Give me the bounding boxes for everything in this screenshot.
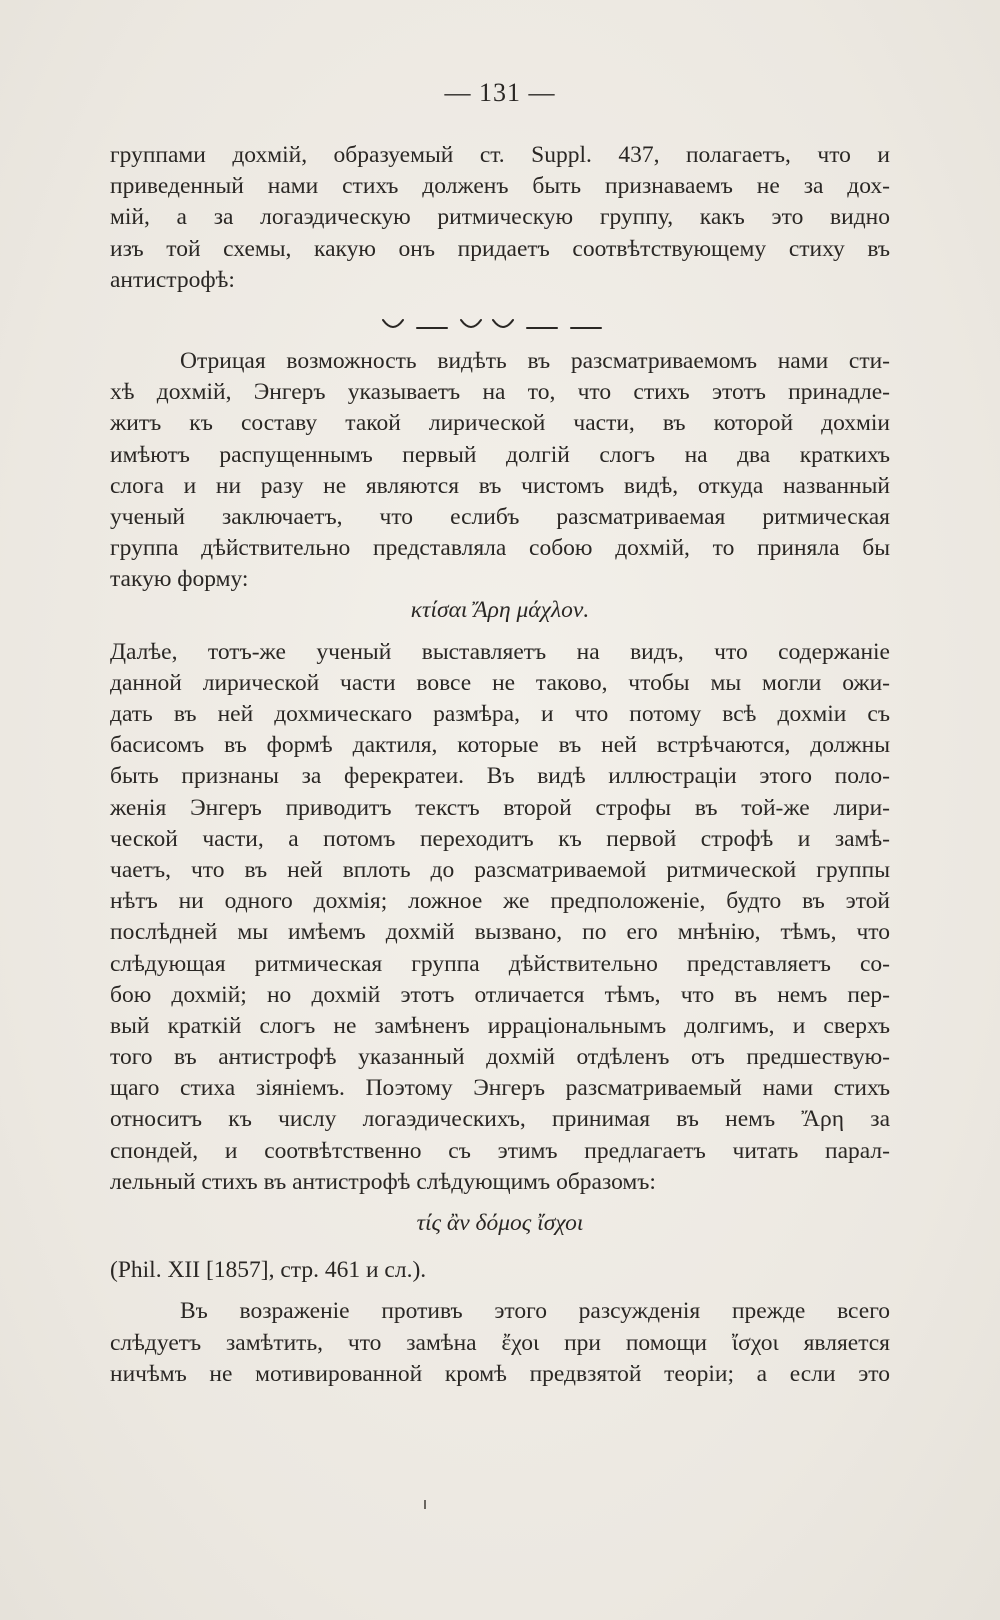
text-line: группа дѣйствительно представляла собою дохмій, то приняла бы	[110, 535, 890, 562]
text-line: щаго стиха зіяніемъ. Поэтому Энгеръ разсматриваемый нами стихъ	[110, 1075, 890, 1102]
text-line: группами дохмій, образуемый ст. Suppl. 437, полагаетъ, что и	[110, 142, 890, 168]
greek-quotation: τίς ἂν δόμος ἴσχοι	[416, 1210, 584, 1236]
text-line: дать въ ней дохмическаго размѣра, и что потому всѣ дохміи съ	[110, 701, 890, 727]
text-line: слѣдуетъ замѣтить, что замѣна ἔχοι при помощи ἴσχοι является	[110, 1329, 890, 1356]
print-speck	[424, 1500, 426, 1509]
text-line: женія Энгеръ приводитъ текстъ второй строфы въ той-же лири-	[110, 794, 890, 821]
text-line: лельный стихъ въ антистрофѣ слѣдующимъ образомъ:	[110, 1168, 656, 1195]
page-number: — 131 —	[444, 78, 556, 107]
text-line: вый краткій слогъ не замѣненъ ирраціональнымъ долгимъ, и сверхъ	[110, 1012, 890, 1039]
text-line: чаетъ, что въ ней вплоть до разсматриваемой ритмической группы	[110, 856, 890, 883]
text-line: хѣ дохмій, Энгеръ указываетъ на то, что стихъ этотъ принадле-	[110, 379, 890, 406]
metrical-scheme-symbols	[375, 300, 625, 340]
text-line: житъ къ составу такой лирической части, въ которой дохміи	[110, 410, 890, 437]
citation: (Phil. XII [1857], стр. 461 и сл.).	[110, 1257, 427, 1284]
text-line: такую форму:	[110, 566, 249, 593]
text-line: данной лирической части вовсе не таково, чтобы мы могли ожи-	[110, 669, 890, 696]
text-line: антистрофѣ:	[110, 266, 235, 293]
text-line: басисомъ въ формѣ дактиля, которые въ ней встрѣчаются, должны	[110, 732, 890, 759]
text-line: изъ той схемы, какую онъ придаетъ соотвѣтствующему стиху въ	[110, 235, 890, 262]
text-line: имѣютъ распущеннымъ первый долгій слогъ на два краткихъ	[110, 441, 890, 468]
greek-quotation: κτίσαι Ἄρη μάχλον.	[410, 597, 590, 624]
text-line: слога и ни разу не являются въ чистомъ видѣ, откуда названный	[110, 472, 890, 499]
text-line: Въ возраженіе противъ этого разсужденія прежде всего	[180, 1298, 890, 1325]
text-line: относитъ къ числу логаэдическихъ, принимая въ немъ Ἄρη за	[110, 1106, 890, 1133]
metrical-scheme	[110, 300, 890, 340]
text-line: мій, а за логаэдическую ритмическую группу, какъ это видно	[110, 204, 890, 231]
text-line: бою дохмій; но дохмій этотъ отличается тѣмъ, что въ немъ пер-	[110, 981, 890, 1008]
text-line: ческой части, а потомъ переходитъ къ первой строфѣ и замѣ-	[110, 825, 890, 852]
text-line: того въ антистрофѣ указанный дохмій отдѣленъ отъ предшествую-	[110, 1044, 890, 1071]
text-line: спондей, и соотвѣтственно съ этимъ предлагаетъ читать парал-	[110, 1137, 890, 1164]
text-line: ничѣмъ не мотивированной кромѣ предвзятой теоріи; а если это	[110, 1360, 890, 1387]
text-line: быть признаны за ферекратеи. Въ видѣ иллюстраціи этого поло-	[110, 763, 890, 790]
text-line: ученый заключаетъ, что еслибъ разсматриваемая ритмическая	[110, 503, 890, 530]
text-line: Далѣе, тотъ-же ученый выставляетъ на видъ, что содержаніе	[110, 638, 890, 665]
text-line: нѣтъ ни одного дохмія; ложное же предположеніе, будто въ этой	[110, 888, 890, 915]
body-text	[110, 140, 890, 1390]
text-line: приведенный нами стихъ долженъ быть признаваемъ не за дох-	[110, 173, 890, 200]
text-line: послѣдней мы имѣемъ дохмій вызвано, по его мнѣнію, тѣмъ, что	[110, 919, 890, 946]
text-line: Отрицая возможность видѣть въ разсматриваемомъ нами сти-	[180, 347, 890, 374]
text-line: слѣдующая ритмическая группа дѣйствительно представляетъ со-	[110, 950, 890, 977]
